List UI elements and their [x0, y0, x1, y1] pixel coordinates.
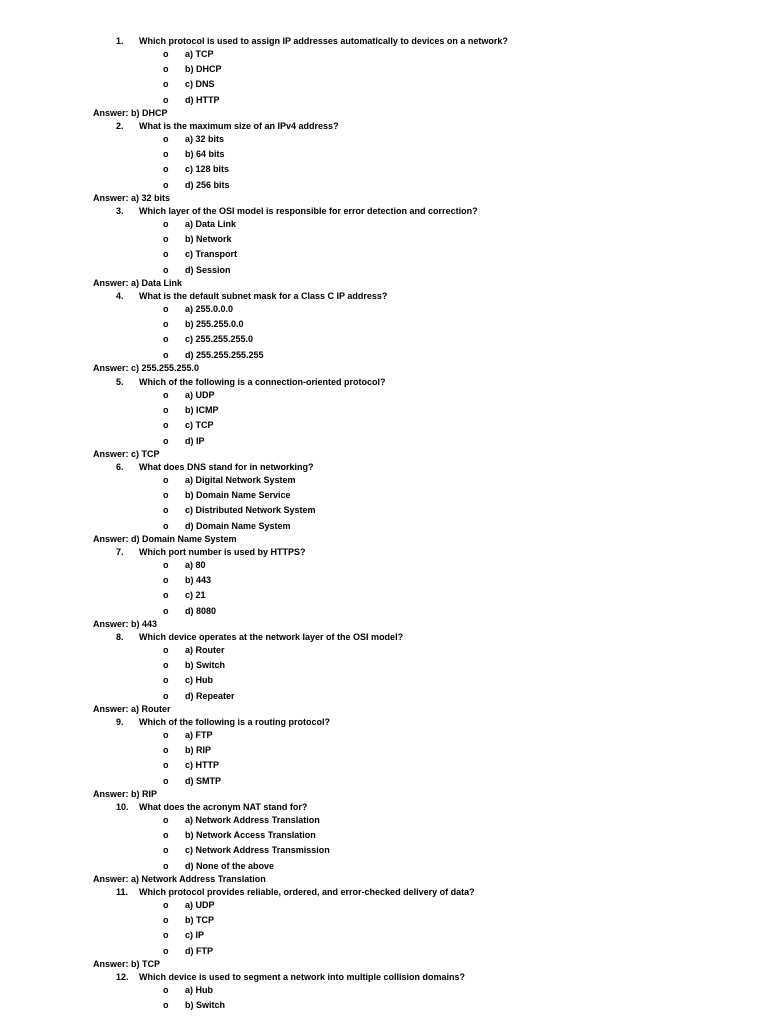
answer-option: a) Data Link — [185, 219, 237, 229]
bullet-icon: o — [163, 730, 169, 740]
bullet-icon: o — [163, 219, 169, 229]
answer-option: c) TCP — [185, 420, 214, 431]
answer-option: c) IP — [185, 930, 205, 941]
question-text: Which device is used to segment a network into multiple collision domains? — [139, 972, 466, 982]
question-number: 9. — [116, 717, 124, 727]
question-text: What does DNS stand for in networking? — [139, 462, 314, 472]
bullet-icon: o — [163, 505, 169, 516]
question-number: 10. — [116, 802, 129, 812]
answer-option: b) RIP — [185, 745, 211, 756]
question-number: 1. — [116, 36, 124, 46]
bullet-icon: o — [163, 234, 169, 245]
bullet-icon: o — [163, 264, 169, 275]
answer-option: b) TCP — [185, 915, 214, 926]
answer-option: d) 8080 — [185, 605, 217, 616]
answer-option: d) HTTP — [185, 94, 220, 105]
question-number: 5. — [116, 377, 124, 387]
bullet-icon: o — [163, 985, 169, 995]
answer-option: c) 128 bits — [185, 164, 230, 175]
bullet-icon: o — [163, 675, 169, 686]
answer-option: a) 255.0.0.0 — [185, 304, 234, 314]
question-number: 11. — [116, 887, 129, 897]
answer-line: Answer: d) Domain Name System — [93, 534, 237, 544]
answer-option: d) Domain Name System — [185, 520, 291, 531]
answer-option: b) 443 — [185, 575, 212, 586]
bullet-icon: o — [163, 745, 169, 756]
bullet-icon: o — [163, 490, 169, 501]
answer-option: b) ICMP — [185, 405, 219, 416]
question-text: Which protocol is used to assign IP addresses automatically to devices on a network? — [139, 36, 508, 46]
answer-option: a) Digital Network System — [185, 475, 296, 485]
bullet-icon: o — [163, 915, 169, 926]
question-text: Which of the following is a routing protocol? — [139, 717, 330, 727]
answer-option: b) Domain Name Service — [185, 490, 291, 501]
answer-option: a) TCP — [185, 49, 214, 59]
question-text: What is the default subnet mask for a Class C IP address? — [139, 291, 388, 301]
question-text: Which port number is used by HTTPS? — [139, 547, 306, 557]
bullet-icon: o — [163, 560, 169, 570]
question-text: Which protocol provides reliable, ordered, and error-checked delivery of data? — [139, 887, 475, 897]
answer-line: Answer: a) 32 bits — [93, 193, 171, 203]
answer-option: c) Network Address Transmission — [185, 845, 330, 856]
bullet-icon: o — [163, 149, 169, 160]
bullet-icon: o — [163, 860, 169, 871]
answer-line: Answer: c) TCP — [93, 449, 160, 459]
question-text: Which layer of the OSI model is responsible for error detection and correction? — [139, 206, 478, 216]
answer-option: d) 255.255.255.255 — [185, 349, 264, 360]
bullet-icon: o — [163, 64, 169, 75]
answer-line: Answer: b) TCP — [93, 959, 161, 969]
answer-option: c) 21 — [185, 590, 206, 601]
bullet-icon: o — [163, 605, 169, 616]
bullet-icon: o — [163, 690, 169, 701]
bullet-icon: o — [163, 900, 169, 910]
bullet-icon: o — [163, 575, 169, 586]
bullet-icon: o — [163, 775, 169, 786]
bullet-icon: o — [163, 164, 169, 175]
answer-option: d) None of the above — [185, 860, 275, 871]
answer-option: b) Switch — [185, 1000, 225, 1011]
question-number: 3. — [116, 206, 124, 216]
bullet-icon: o — [163, 845, 169, 856]
bullet-icon: o — [163, 179, 169, 190]
bullet-icon: o — [163, 134, 169, 144]
answer-option: d) Repeater — [185, 690, 235, 701]
bullet-icon: o — [163, 49, 169, 59]
answer-option: a) UDP — [185, 390, 215, 400]
answer-line: Answer: a) Data Link — [93, 278, 183, 288]
bullet-icon: o — [163, 334, 169, 345]
question-text: Which device operates at the network layer of the OSI model? — [139, 632, 404, 642]
bullet-icon: o — [163, 435, 169, 446]
answer-option: b) Network — [185, 234, 232, 245]
answer-option: a) Router — [185, 645, 225, 655]
answer-line: Answer: c) 255.255.255.0 — [93, 363, 200, 373]
answer-line: Answer: a) Router — [93, 704, 171, 714]
bullet-icon: o — [163, 815, 169, 825]
question-text: What is the maximum size of an IPv4 address? — [139, 121, 339, 131]
answer-option: b) Network Access Translation — [185, 830, 316, 841]
question-text: Which of the following is a connection-oriented protocol? — [139, 377, 386, 387]
bullet-icon: o — [163, 349, 169, 360]
question-number: 2. — [116, 121, 124, 131]
answer-option: c) 255.255.255.0 — [185, 334, 254, 345]
question-number: 4. — [116, 291, 124, 301]
answer-option: a) 80 — [185, 560, 206, 570]
answer-option: d) Session — [185, 264, 231, 275]
bullet-icon: o — [163, 645, 169, 655]
answer-option: d) FTP — [185, 945, 213, 956]
bullet-icon: o — [163, 945, 169, 956]
answer-option: c) Hub — [185, 675, 213, 686]
bullet-icon: o — [163, 1000, 169, 1011]
question-number: 12. — [116, 972, 129, 982]
answer-line: Answer: b) RIP — [93, 789, 158, 799]
bullet-icon: o — [163, 760, 169, 771]
answer-option: a) 32 bits — [185, 134, 225, 144]
bullet-icon: o — [163, 930, 169, 941]
answer-option: d) 256 bits — [185, 179, 230, 190]
answer-option: a) UDP — [185, 900, 215, 910]
bullet-icon: o — [163, 590, 169, 601]
question-number: 7. — [116, 547, 124, 557]
bullet-icon: o — [163, 660, 169, 671]
answer-option: b) 255.255.0.0 — [185, 319, 244, 330]
answer-option: c) DNS — [185, 79, 215, 90]
bullet-icon: o — [163, 475, 169, 485]
bullet-icon: o — [163, 830, 169, 841]
bullet-icon: o — [163, 520, 169, 531]
question-number: 6. — [116, 462, 124, 472]
question-number: 8. — [116, 632, 124, 642]
answer-line: Answer: b) 443 — [93, 619, 158, 629]
answer-option: b) DHCP — [185, 64, 222, 75]
answer-option: b) 64 bits — [185, 149, 225, 160]
bullet-icon: o — [163, 249, 169, 260]
bullet-icon: o — [163, 390, 169, 400]
answer-option: a) Hub — [185, 985, 213, 995]
answer-option: c) Distributed Network System — [185, 505, 316, 516]
bullet-icon: o — [163, 319, 169, 330]
answer-option: b) Switch — [185, 660, 225, 671]
bullet-icon: o — [163, 94, 169, 105]
answer-option: c) Transport — [185, 249, 238, 260]
answer-line: Answer: b) DHCP — [93, 108, 168, 118]
question-text: What does the acronym NAT stand for? — [139, 802, 308, 812]
answer-line: Answer: a) Network Address Translation — [93, 874, 266, 884]
bullet-icon: o — [163, 79, 169, 90]
answer-option: d) IP — [185, 435, 205, 446]
answer-option: d) SMTP — [185, 775, 221, 786]
bullet-icon: o — [163, 420, 169, 431]
answer-option: c) HTTP — [185, 760, 220, 771]
bullet-icon: o — [163, 405, 169, 416]
answer-option: a) FTP — [185, 730, 213, 740]
bullet-icon: o — [163, 304, 169, 314]
answer-option: a) Network Address Translation — [185, 815, 320, 825]
